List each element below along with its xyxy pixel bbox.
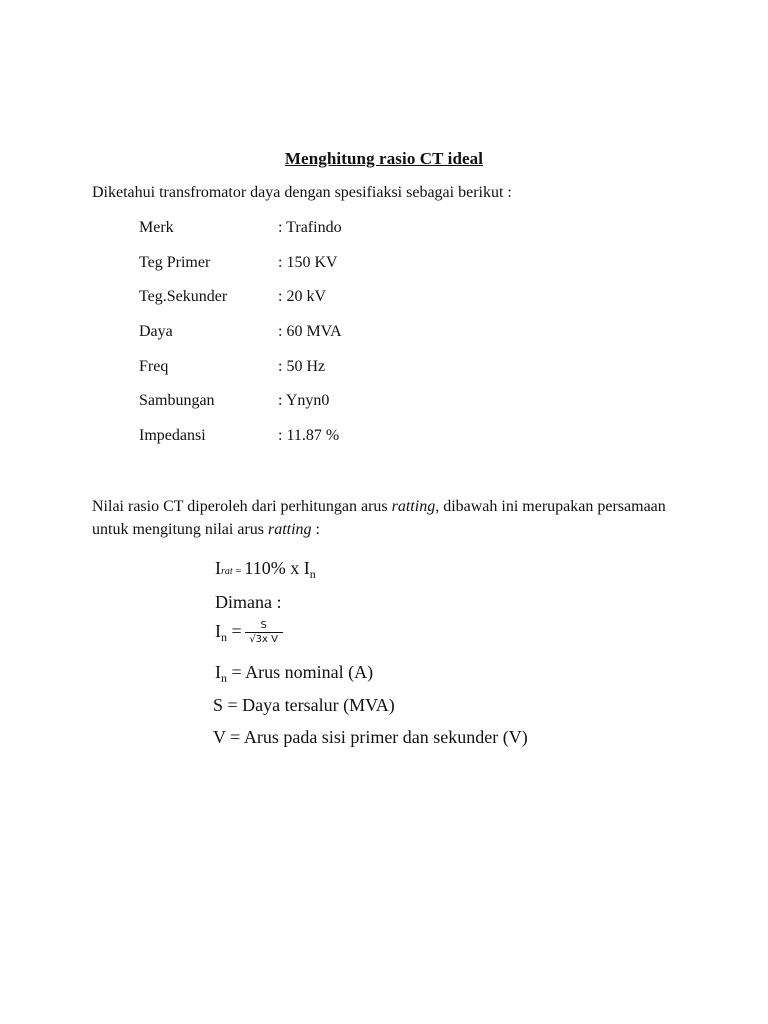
formula-irat	[215, 558, 316, 582]
spec-table	[139, 218, 539, 461]
paragraph-text: :	[311, 521, 320, 538]
spec-row-sambungan	[139, 391, 539, 426]
fraction-denominator: √3x V	[249, 634, 278, 645]
formula-symbol: I	[215, 621, 221, 641]
formula-subscript: n	[221, 671, 227, 685]
spec-label: Daya	[139, 323, 173, 341]
paragraph-text: , dibawah ini merupakan persamaan untuk mengitung nilai arus	[92, 498, 666, 538]
spec-value: : Ynyn0	[278, 392, 330, 410]
formula-subscript: n	[221, 630, 227, 644]
formula-fraction	[245, 620, 283, 646]
formula-symbol: I	[215, 558, 221, 578]
spec-row-teg-primer	[139, 253, 539, 288]
spec-row-freq	[139, 357, 539, 392]
spec-value: : 60 MVA	[278, 323, 342, 341]
spec-value: : 150 KV	[278, 253, 338, 271]
formula-subscript: n	[309, 567, 316, 581]
spec-value: : Trafindo	[278, 219, 342, 236]
spec-row-teg-sekunder	[139, 287, 539, 322]
formula-equals: =	[232, 565, 245, 577]
fraction-numerator: S	[260, 620, 267, 631]
formula-subscript: rat	[221, 566, 233, 577]
formula-equals: =	[227, 621, 242, 641]
spec-label: Freq	[139, 357, 169, 375]
formula-in	[215, 620, 283, 646]
formula-lhs	[215, 621, 242, 645]
formula-symbol: I	[215, 662, 221, 682]
paragraph-italic-term: ratting	[391, 498, 436, 515]
spec-row-daya	[139, 322, 539, 357]
spec-row-merk	[139, 218, 539, 253]
spec-value: : 20 kV	[278, 288, 326, 306]
paragraph-text: Nilai rasio CT diperoleh dari perhitungan arus	[92, 498, 392, 515]
paragraph-italic-term: ratting	[267, 521, 312, 538]
formula-definition-v: V = Arus pada sisi primer dan sekunder (V)	[213, 727, 528, 747]
formula-dimana: Dimana :	[215, 592, 282, 612]
formula-rhs: 110% x I	[244, 558, 310, 578]
formula-definition-text: = Arus nominal (A)	[227, 662, 374, 682]
spec-label: Impedansi	[139, 427, 206, 445]
spec-label: Sambungan	[139, 392, 215, 410]
spec-row-impedansi	[139, 426, 539, 461]
formula-definition-s: S = Daya tersalur (MVA)	[213, 695, 395, 715]
explanation-paragraph	[92, 495, 692, 541]
spec-value: : 50 Hz	[278, 357, 326, 375]
spec-value: : 11.87 %	[278, 427, 340, 445]
spec-label: Teg Primer	[139, 253, 211, 271]
formula-definition-in	[215, 662, 373, 686]
spec-label: Teg.Sekunder	[139, 288, 228, 306]
intro-text: Diketahui transfromator daya dengan spesifiaksi sebagai berikut :	[92, 184, 512, 201]
spec-label: Merk	[139, 219, 174, 236]
document-title: Menghitung rasio CT ideal	[284, 149, 484, 168]
